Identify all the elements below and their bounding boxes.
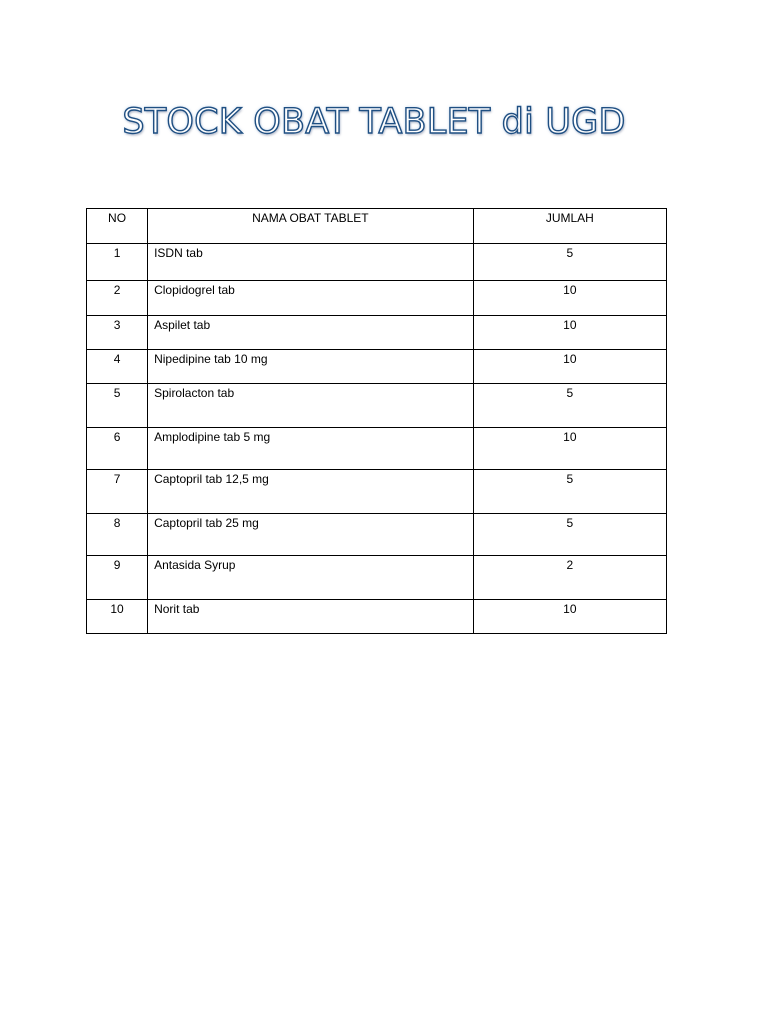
row-name: ISDN tab <box>148 244 474 281</box>
table-row <box>87 556 667 600</box>
table-row <box>87 514 667 556</box>
row-qty: 5 <box>473 384 666 428</box>
row-name: Clopidogrel tab <box>148 281 474 316</box>
row-qty: 10 <box>473 428 666 470</box>
row-no: 4 <box>87 350 148 384</box>
row-name: Amplodipine tab 5 mg <box>148 428 474 470</box>
header-qty: JUMLAH <box>473 209 666 244</box>
table-row <box>87 316 667 350</box>
table-header-row <box>87 209 667 244</box>
header-no: NO <box>87 209 148 244</box>
row-name: Norit tab <box>148 600 474 634</box>
row-no: 9 <box>87 556 148 600</box>
row-qty: 10 <box>473 600 666 634</box>
row-name: Antasida Syrup <box>148 556 474 600</box>
row-name: Captopril tab 25 mg <box>148 514 474 556</box>
row-qty: 10 <box>473 350 666 384</box>
row-no: 7 <box>87 470 148 514</box>
row-qty: 5 <box>473 244 666 281</box>
table-row <box>87 600 667 634</box>
table-row <box>87 384 667 428</box>
row-qty: 10 <box>473 281 666 316</box>
row-name: Aspilet tab <box>148 316 474 350</box>
row-qty: 10 <box>473 316 666 350</box>
row-no: 2 <box>87 281 148 316</box>
table-row <box>87 350 667 384</box>
row-no: 10 <box>87 600 148 634</box>
row-no: 3 <box>87 316 148 350</box>
row-no: 1 <box>87 244 148 281</box>
page-title: STOCK OBAT TABLET di UGD <box>122 102 626 142</box>
row-no: 6 <box>87 428 148 470</box>
row-no: 8 <box>87 514 148 556</box>
table-row <box>87 244 667 281</box>
table-row <box>87 470 667 514</box>
row-qty: 5 <box>473 514 666 556</box>
row-name: Spirolacton tab <box>148 384 474 428</box>
stock-table <box>86 208 667 634</box>
table-row <box>87 428 667 470</box>
header-name: NAMA OBAT TABLET <box>148 209 474 244</box>
row-name: Nipedipine tab 10 mg <box>148 350 474 384</box>
table-row <box>87 281 667 316</box>
row-qty: 5 <box>473 470 666 514</box>
row-no: 5 <box>87 384 148 428</box>
row-qty: 2 <box>473 556 666 600</box>
row-name: Captopril tab 12,5 mg <box>148 470 474 514</box>
